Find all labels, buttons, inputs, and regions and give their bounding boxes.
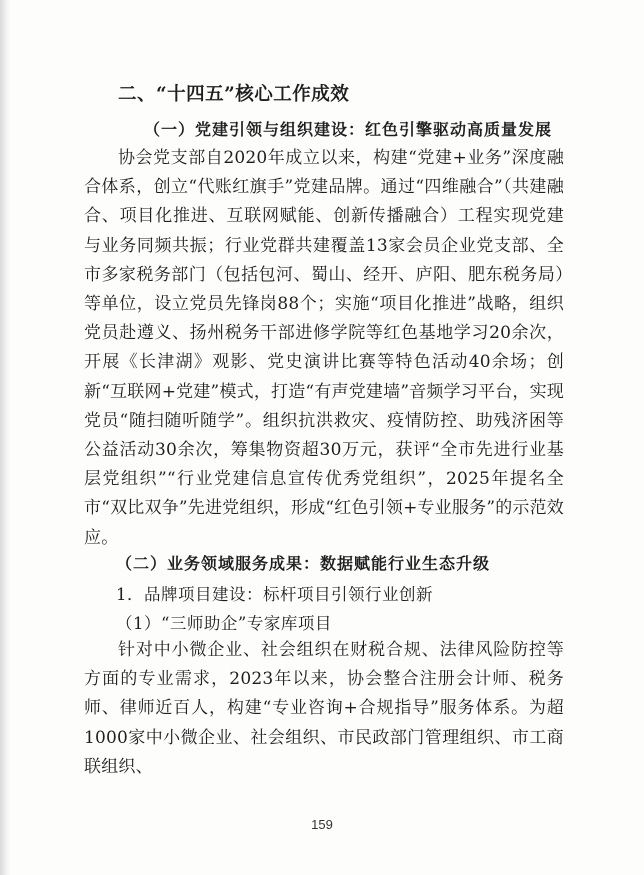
subsection-heading-party-building: （一）党建引领与组织建设：红色引擎驱动高质量发展 (144, 120, 553, 139)
scan-edge-shadow (0, 0, 10, 875)
paragraph-party-building: 协会党支部自2020年成立以来，构建“党建+业务”深度融合体系，创立“代账红旗手”党建品牌。通过“四维融合”（共建融合、项目化推进、互联网赋能、创新传播融合）工程实现党建与业务同频共振；行业党群共建覆盖13家会员企业党支部、全市多家税务部门（包括包河、蜀山、经开、庐阳、肥东税务局）等单位，设立党员先锋岗88个；实施“项目化推进”战略，组织党员赴遵义、扬州税务干部进修学院等红色基地学习20余次，开展《长津湖》观影、党史演讲比赛等特色活动40余场；创新“互联网+党建”模式，打造“有声党建墙”音频学习平台，实现党员“随扫随听随学”。组织抗洪救灾、疫情防控、助残济困等公益活动30余次，筹集物资超30万元，获评“全市先进行业基层党组织”“行业党建信息宣传优秀党组织”，2025年提名全市“双比双争”先进党组织，形成“红色引领+专业服务”的示范效应。 (84, 148, 565, 548)
item-heading-expert-pool: （1）“三师助企”专家库项目 (116, 614, 332, 633)
subsection-heading-business-services: （二）业务领域服务成果：数据赋能行业生态升级 (116, 554, 491, 573)
item-heading-brand-projects: 1．品牌项目建设：标杆项目引领行业创新 (116, 585, 433, 604)
section-heading: 二、“十四五”核心工作成效 (118, 84, 350, 105)
paragraph-expert-pool: 针对中小微企业、社会组织在财税合规、法律风险防控等方面的专业需求，2023年以来，协会整合注册会计师、税务师、律师近百人，构建“专业咨询+合规指导”服务体系。为超1000家中小微企业、社会组织、市民政部门管理组织、市工商联组织、 (84, 640, 564, 777)
page-number: 159 (311, 817, 333, 832)
